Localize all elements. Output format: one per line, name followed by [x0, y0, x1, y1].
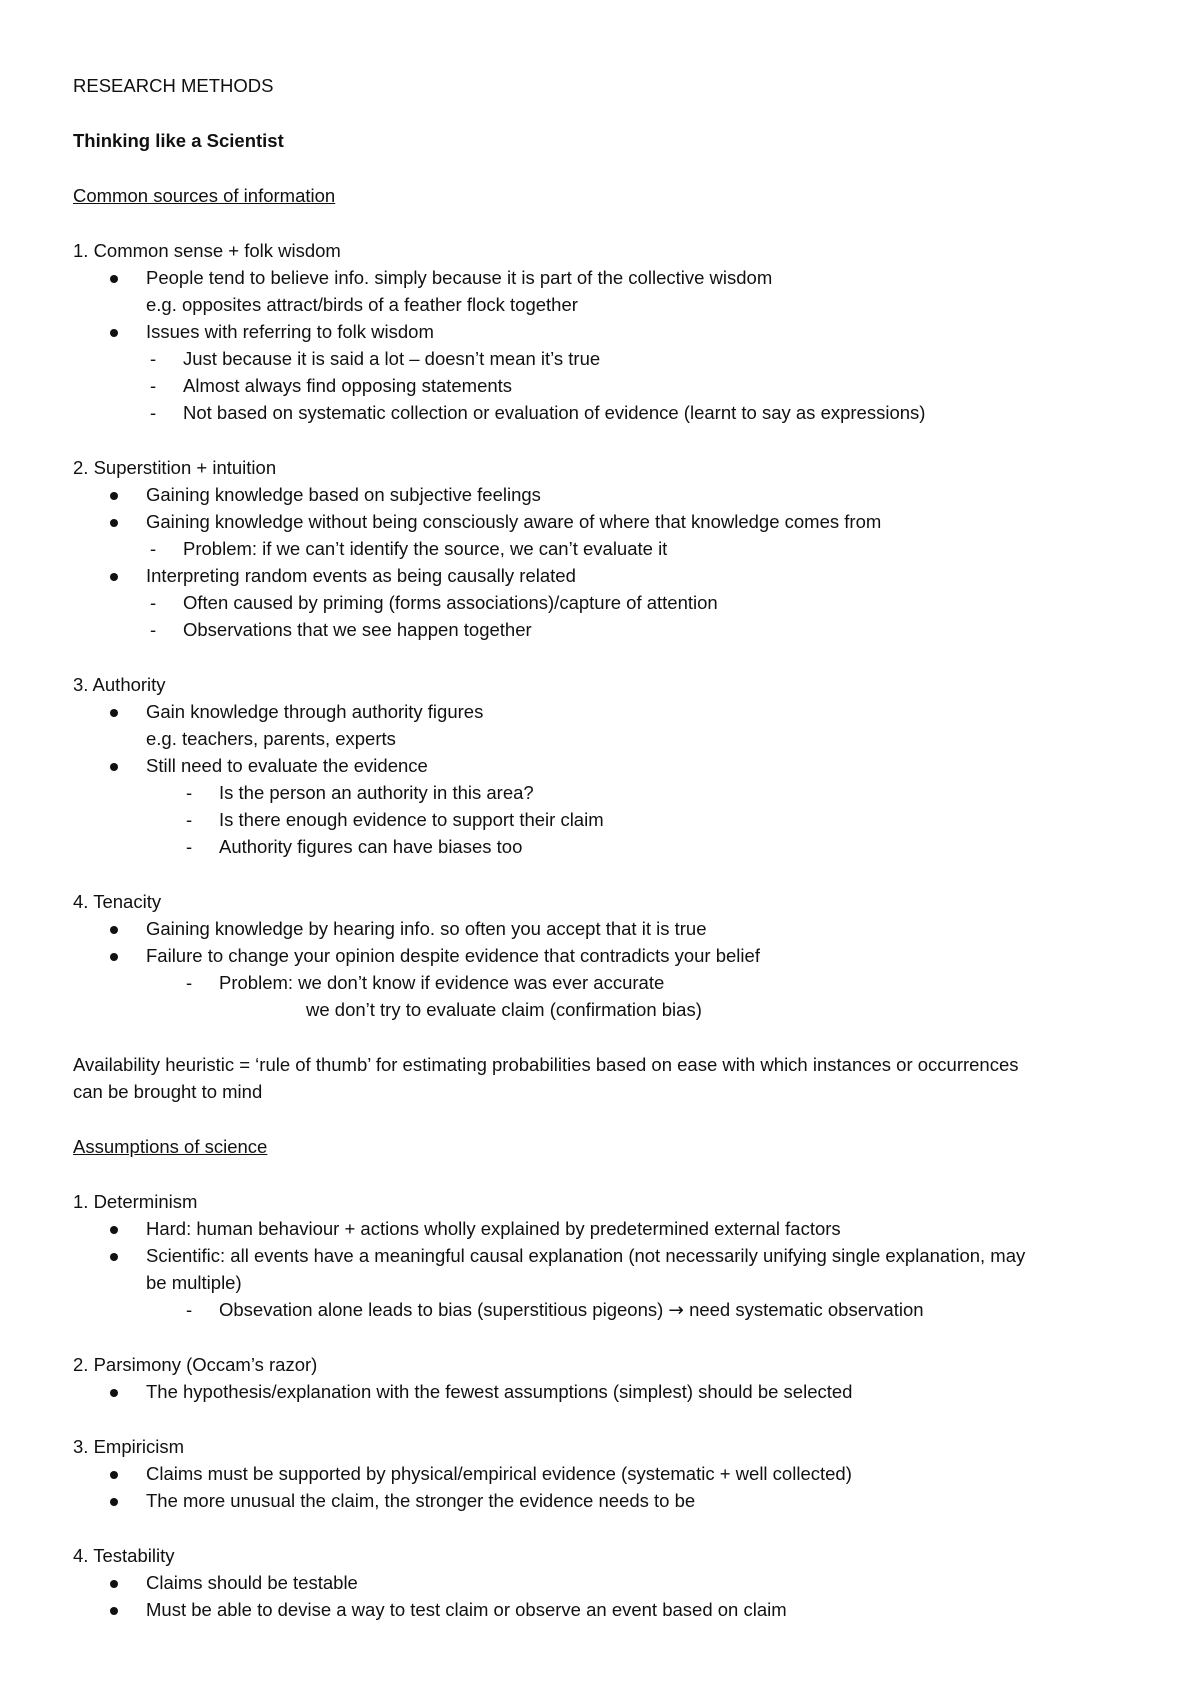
item-title: 4. Tenacity: [73, 891, 162, 912]
bullet-marker: [110, 1389, 118, 1397]
dash-marker: -: [150, 375, 157, 396]
availability-heuristic-text-continued: can be brought to mind: [73, 1081, 263, 1102]
bullet-text: Claims must be supported by physical/empirical evidence (systematic + well collected): [146, 1463, 852, 1484]
bullet-text-continued: e.g. opposites attract/birds of a feather flock together: [146, 294, 578, 315]
bullet-marker: [110, 709, 118, 717]
dash-marker: -: [150, 348, 157, 369]
bullet-text-continued: be multiple): [146, 1272, 242, 1293]
item-title: 3. Authority: [73, 674, 166, 695]
bullet-marker: [110, 953, 118, 961]
item-title: 3. Empiricism: [73, 1436, 185, 1457]
dash-marker: -: [150, 538, 157, 559]
bullet-text: Must be able to devise a way to test claim or observe an event based on claim: [146, 1599, 787, 1620]
bullet-marker: [110, 573, 118, 581]
dash-text: Often caused by priming (forms associations)/capture of attention: [183, 592, 718, 613]
dash-text: [219, 1298, 924, 1323]
item-title: 4. Testability: [73, 1545, 175, 1566]
dash-marker: -: [186, 972, 193, 993]
dash-marker: -: [186, 809, 193, 830]
item-title: 2. Superstition + intuition: [73, 457, 277, 478]
section-title-common-sources: Common sources of information: [73, 185, 336, 206]
document-title: RESEARCH METHODS: [73, 75, 274, 96]
bullet-text: Issues with referring to folk wisdom: [146, 321, 434, 342]
dash-text: Problem: we don’t know if evidence was ever accurate: [219, 972, 665, 993]
bullet-text: Gain knowledge through authority figures: [146, 701, 484, 722]
bullet-text: Scientific: all events have a meaningful causal explanation (not necessarily unifying single explanation, may: [146, 1245, 1026, 1266]
bullet-marker: [110, 275, 118, 283]
item-title: 1. Determinism: [73, 1191, 198, 1212]
bullet-text: Failure to change your opinion despite evidence that contradicts your belief: [146, 945, 760, 966]
heading: Thinking like a Scientist: [73, 130, 284, 151]
availability-heuristic-text: Availability heuristic = ‘rule of thumb’ for estimating probabilities based on ease with which instances or occurrences: [73, 1054, 1019, 1075]
bullet-text: Gaining knowledge without being consciously aware of where that knowledge comes from: [146, 511, 882, 532]
dash-text-part: need systematic observation: [689, 1299, 924, 1320]
dash-text: Observations that we see happen together: [183, 619, 532, 640]
bullet-text-continued: e.g. teachers, parents, experts: [146, 728, 396, 749]
dash-text: Authority figures can have biases too: [219, 836, 523, 857]
dash-marker: -: [150, 402, 157, 423]
bullet-text: Gaining knowledge by hearing info. so often you accept that it is true: [146, 918, 707, 939]
bullet-text: Still need to evaluate the evidence: [146, 755, 428, 776]
bullet-text: Hard: human behaviour + actions wholly explained by predetermined external factors: [146, 1218, 841, 1239]
bullet-marker: [110, 1471, 118, 1479]
bullet-text: The more unusual the claim, the stronger the evidence needs to be: [146, 1490, 696, 1511]
dash-marker: -: [186, 782, 193, 803]
bullet-text: Interpreting random events as being causally related: [146, 565, 576, 586]
item-title: 1. Common sense + folk wisdom: [73, 240, 341, 261]
bullet-text: People tend to believe info. simply because it is part of the collective wisdom: [146, 267, 773, 288]
item-title: 2. Parsimony (Occam’s razor): [73, 1354, 318, 1375]
bullet-marker: [110, 1226, 118, 1234]
bullet-marker: [110, 492, 118, 500]
bullet-text: The hypothesis/explanation with the fewest assumptions (simplest) should be selected: [146, 1381, 853, 1402]
arrow-right-icon: →: [668, 1300, 684, 1321]
dash-marker: -: [150, 619, 157, 640]
section-title-assumptions: Assumptions of science: [73, 1136, 268, 1157]
bullet-marker: [110, 329, 118, 337]
dash-marker: -: [186, 1299, 193, 1320]
dash-marker: -: [186, 836, 193, 857]
bullet-text: Gaining knowledge based on subjective feelings: [146, 484, 541, 505]
bullet-marker: [110, 1607, 118, 1615]
dash-text: Not based on systematic collection or evaluation of evidence (learnt to say as expressions): [183, 402, 926, 423]
dash-text: Just because it is said a lot – doesn’t mean it’s true: [183, 348, 601, 369]
dash-marker: -: [150, 592, 157, 613]
dash-text: Is there enough evidence to support their claim: [219, 809, 604, 830]
bullet-marker: [110, 763, 118, 771]
dash-text-part: Obsevation alone leads to bias (superstitious pigeons): [219, 1299, 664, 1320]
dash-text: Almost always find opposing statements: [183, 375, 513, 396]
dash-text-continued: we don’t try to evaluate claim (confirmation bias): [306, 999, 702, 1020]
bullet-text: Claims should be testable: [146, 1572, 358, 1593]
bullet-marker: [110, 926, 118, 934]
bullet-marker: [110, 1580, 118, 1588]
bullet-marker: [110, 1253, 118, 1261]
bullet-marker: [110, 519, 118, 527]
bullet-marker: [110, 1498, 118, 1506]
dash-text: Problem: if we can’t identify the source, we can’t evaluate it: [183, 538, 668, 559]
dash-text: Is the person an authority in this area?: [219, 782, 534, 803]
